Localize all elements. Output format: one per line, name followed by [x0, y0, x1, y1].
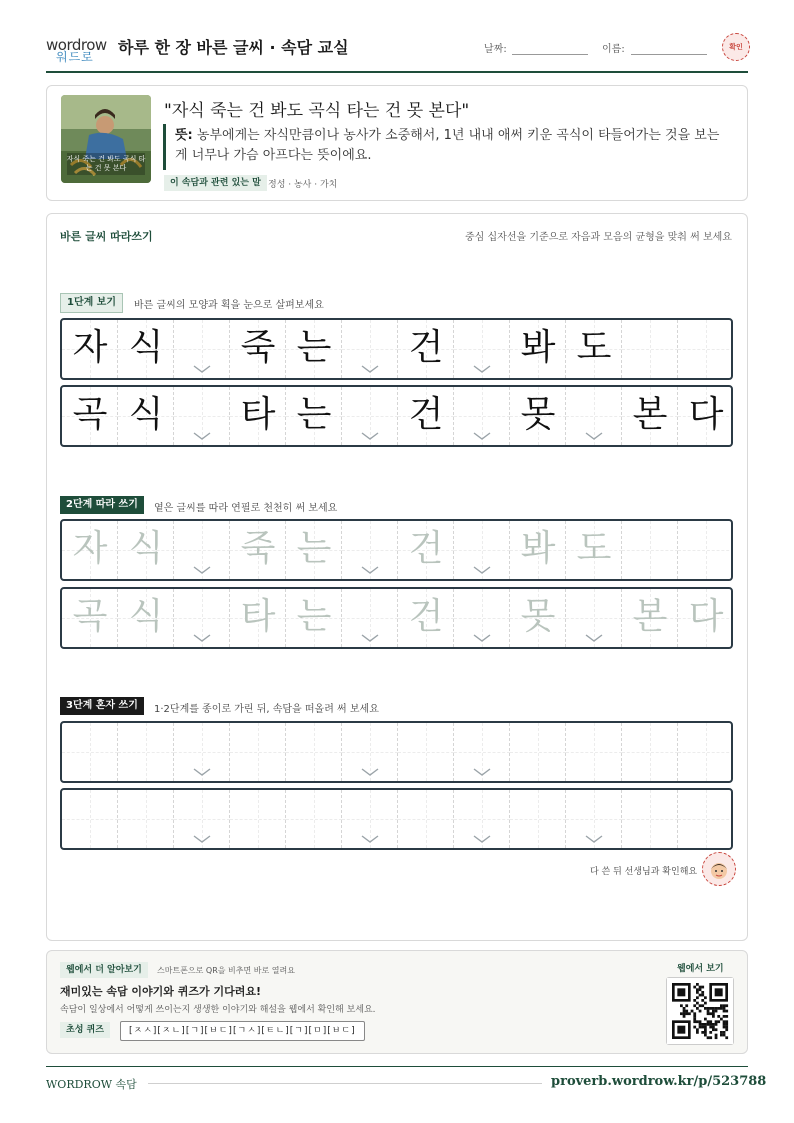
chosung-quiz-badge: 초성 퀴즈 [60, 1022, 110, 1038]
writing-character: 도 [576, 528, 612, 569]
meaning-accent-bar [163, 124, 166, 170]
writing-cell[interactable] [118, 521, 174, 579]
writing-cell [454, 320, 510, 378]
writing-cell [230, 320, 286, 378]
writing-cell[interactable] [454, 790, 510, 848]
space-mark-icon [174, 833, 230, 845]
writing-cell[interactable] [286, 589, 342, 647]
step1-description: 바른 글씨의 모양과 획을 눈으로 살펴보세요 [134, 300, 324, 311]
writing-cell[interactable] [454, 521, 510, 579]
writing-character: 식 [128, 528, 164, 569]
logo-wordmark: wordrow [46, 36, 107, 54]
web-title: 재미있는 속담 이야기와 퀴즈가 기다려요! [60, 985, 261, 998]
space-mark-icon [566, 833, 622, 845]
writing-character: 타 [240, 394, 276, 435]
writing-cell [118, 320, 174, 378]
writing-character: 는 [296, 327, 332, 368]
space-mark-icon [174, 632, 230, 644]
space-mark-icon [174, 363, 230, 375]
chosung-quiz-answer: [ㅈㅅ][ㅈㄴ][ㄱ][ㅂㄷ][ㄱㅅ][ㅌㄴ][ㄱ][ㅁ][ㅂㄷ] [120, 1021, 365, 1041]
writing-character: 식 [128, 394, 164, 435]
space-mark-icon [342, 363, 398, 375]
meaning-text: 농부에게는 자식만큼이나 농사가 소중해서, 1년 내내 애써 키운 곡식이 타들어가는 것을 보는 게 너무나 가슴 아프다는 뜻이에요. [175, 128, 720, 163]
illustration-caption: 자식 죽는 건 봐도 곡식 타는 건 못 본다 [66, 155, 146, 172]
web-qr-hint: 스마트폰으로 QR을 비추면 바로 열려요 [157, 966, 295, 975]
space-mark-icon [454, 632, 510, 644]
step2-row-1[interactable] [60, 519, 733, 581]
writing-cell[interactable] [454, 589, 510, 647]
writing-character: 곡 [72, 596, 108, 637]
writing-cell [62, 387, 118, 445]
step3-row-1[interactable] [60, 721, 733, 783]
practice-title: 바른 글씨 따라쓰기 [60, 230, 153, 243]
writing-cell [342, 320, 398, 378]
writing-cell[interactable] [342, 589, 398, 647]
space-mark-icon [174, 564, 230, 576]
writing-character: 도 [576, 327, 612, 368]
writing-cell[interactable] [566, 723, 622, 781]
writing-cell[interactable] [342, 723, 398, 781]
writing-character: 식 [128, 327, 164, 368]
writing-character: 다 [688, 596, 724, 637]
writing-cell[interactable] [118, 790, 174, 848]
writing-cell [398, 387, 454, 445]
step2-badge: 2단계 따라 쓰기 [60, 496, 144, 514]
writing-character: 건 [408, 596, 444, 637]
writing-cell [510, 387, 566, 445]
teacher-face-icon [702, 852, 736, 886]
space-mark-icon [454, 363, 510, 375]
writing-character: 곡 [72, 394, 108, 435]
writing-cell[interactable] [342, 790, 398, 848]
practice-hint: 중심 십자선을 기준으로 자음과 모음의 균형을 맞춰 써 보세요 [465, 232, 732, 243]
writing-character: 는 [296, 394, 332, 435]
web-subtitle: 속담이 일상에서 어떻게 쓰이는지 생생한 이야기와 해설을 웹에서 확인해 보세요. [60, 1005, 376, 1015]
footer-url-link[interactable]: proverb.wordrow.kr/p/523788 [551, 1074, 767, 1089]
writing-cell[interactable] [510, 521, 566, 579]
writing-character: 타 [240, 596, 276, 637]
step1-badge: 1단계 보기 [60, 293, 123, 313]
writing-cell [398, 320, 454, 378]
logo-korean: 워드로 [56, 50, 94, 64]
writing-cell[interactable] [174, 790, 230, 848]
space-mark-icon [454, 833, 510, 845]
proverb-quote: "자식 죽는 건 봐도 곡식 타는 건 못 본다" [164, 101, 470, 121]
writing-cell[interactable] [118, 589, 174, 647]
writing-cell [62, 320, 118, 378]
writing-cell[interactable] [118, 723, 174, 781]
writing-character: 죽 [240, 327, 276, 368]
date-field[interactable] [512, 54, 588, 55]
writing-cell[interactable] [510, 589, 566, 647]
writing-character: 건 [408, 327, 444, 368]
writing-cell [622, 320, 678, 378]
step1-row-2 [60, 385, 733, 447]
footer-divider [46, 1066, 748, 1067]
teacher-check-note: 다 쓴 뒤 선생님과 확인해요 [590, 867, 698, 877]
writing-cell[interactable] [230, 589, 286, 647]
writing-cell[interactable] [230, 723, 286, 781]
writing-character: 봐 [520, 528, 556, 569]
qr-label: 웹에서 보기 [677, 964, 724, 974]
writing-character: 본 [632, 596, 668, 637]
writing-cell[interactable] [566, 790, 622, 848]
writing-cell[interactable] [622, 723, 678, 781]
date-label: 날짜: [484, 44, 507, 55]
web-more-badge: 웹에서 더 알아보기 [60, 962, 148, 978]
writing-cell [286, 387, 342, 445]
qr-code-icon[interactable] [666, 977, 734, 1045]
writing-cell [174, 387, 230, 445]
space-mark-icon [342, 564, 398, 576]
space-mark-icon [342, 632, 398, 644]
writing-cell[interactable] [174, 723, 230, 781]
writing-cell[interactable] [174, 589, 230, 647]
space-mark-icon [454, 564, 510, 576]
related-words-badge: 이 속담과 관련 있는 말 [164, 175, 267, 191]
writing-cell [286, 320, 342, 378]
check-stamp-icon: 확인 [722, 33, 750, 61]
writing-cell [174, 320, 230, 378]
writing-cell[interactable] [622, 521, 678, 579]
writing-cell[interactable] [398, 723, 454, 781]
name-label: 이름: [602, 44, 625, 55]
proverb-illustration [61, 95, 151, 183]
step3-row-2[interactable] [60, 788, 733, 850]
writing-cell[interactable] [566, 589, 622, 647]
writing-cell[interactable] [62, 723, 118, 781]
writing-cell [622, 387, 678, 445]
writing-cell [566, 320, 622, 378]
writing-character: 다 [688, 394, 724, 435]
writing-cell[interactable] [510, 790, 566, 848]
space-mark-icon [454, 766, 510, 778]
writing-cell[interactable] [62, 589, 118, 647]
writing-character: 는 [296, 528, 332, 569]
writing-character: 못 [520, 394, 556, 435]
writing-cell[interactable] [286, 723, 342, 781]
writing-cell [678, 320, 733, 378]
writing-cell [342, 387, 398, 445]
writing-cell[interactable] [62, 790, 118, 848]
space-mark-icon [174, 766, 230, 778]
writing-cell[interactable] [230, 521, 286, 579]
space-mark-icon [566, 632, 622, 644]
writing-cell[interactable] [62, 521, 118, 579]
writing-cell[interactable] [398, 521, 454, 579]
step2-description: 옅은 글씨를 따라 연필로 천천히 써 보세요 [154, 503, 338, 514]
writing-character: 못 [520, 596, 556, 637]
writing-cell [454, 387, 510, 445]
wordrow-logo[interactable] [46, 36, 108, 66]
writing-cell [118, 387, 174, 445]
writing-cell[interactable] [622, 790, 678, 848]
step1-row-1 [60, 318, 733, 380]
writing-cell[interactable] [342, 521, 398, 579]
writing-cell[interactable] [678, 790, 733, 848]
writing-cell[interactable] [398, 589, 454, 647]
related-words: 정성 · 농사 · 가치 [268, 180, 338, 190]
writing-cell[interactable] [174, 521, 230, 579]
space-mark-icon [342, 766, 398, 778]
writing-cell[interactable] [286, 790, 342, 848]
space-mark-icon [566, 430, 622, 442]
writing-cell [230, 387, 286, 445]
step3-description: 1·2단계를 종이로 가린 뒤, 속담을 떠올려 써 보세요 [154, 704, 379, 715]
writing-cell[interactable] [286, 521, 342, 579]
writing-cell[interactable] [230, 790, 286, 848]
writing-cell [510, 320, 566, 378]
writing-cell [678, 387, 733, 445]
writing-cell [566, 387, 622, 445]
writing-cell[interactable] [566, 521, 622, 579]
writing-character: 는 [296, 596, 332, 637]
meaning-label: 뜻: [175, 128, 193, 143]
writing-cell[interactable] [678, 589, 733, 647]
footer-line [148, 1083, 542, 1084]
space-mark-icon [342, 430, 398, 442]
writing-cell[interactable] [398, 790, 454, 848]
writing-character: 죽 [240, 528, 276, 569]
writing-character: 건 [408, 394, 444, 435]
writing-character: 본 [632, 394, 668, 435]
name-field[interactable] [631, 54, 707, 55]
writing-character: 자 [72, 528, 108, 569]
writing-cell[interactable] [510, 723, 566, 781]
step2-row-2[interactable] [60, 587, 733, 649]
writing-cell[interactable] [454, 723, 510, 781]
writing-character: 자 [72, 327, 108, 368]
step3-badge: 3단계 혼자 쓰기 [60, 697, 144, 715]
worksheet-title: 하루 한 장 바른 글씨 · 속담 교실 [118, 38, 349, 57]
writing-cell[interactable] [678, 723, 733, 781]
writing-character: 식 [128, 596, 164, 637]
header-divider [46, 71, 748, 73]
footer-brand: WORDROW 속담 [46, 1078, 137, 1091]
writing-cell[interactable] [622, 589, 678, 647]
space-mark-icon [342, 833, 398, 845]
space-mark-icon [174, 430, 230, 442]
writing-character: 건 [408, 528, 444, 569]
writing-cell[interactable] [678, 521, 733, 579]
space-mark-icon [454, 430, 510, 442]
proverb-meaning [175, 126, 725, 166]
writing-character: 봐 [520, 327, 556, 368]
